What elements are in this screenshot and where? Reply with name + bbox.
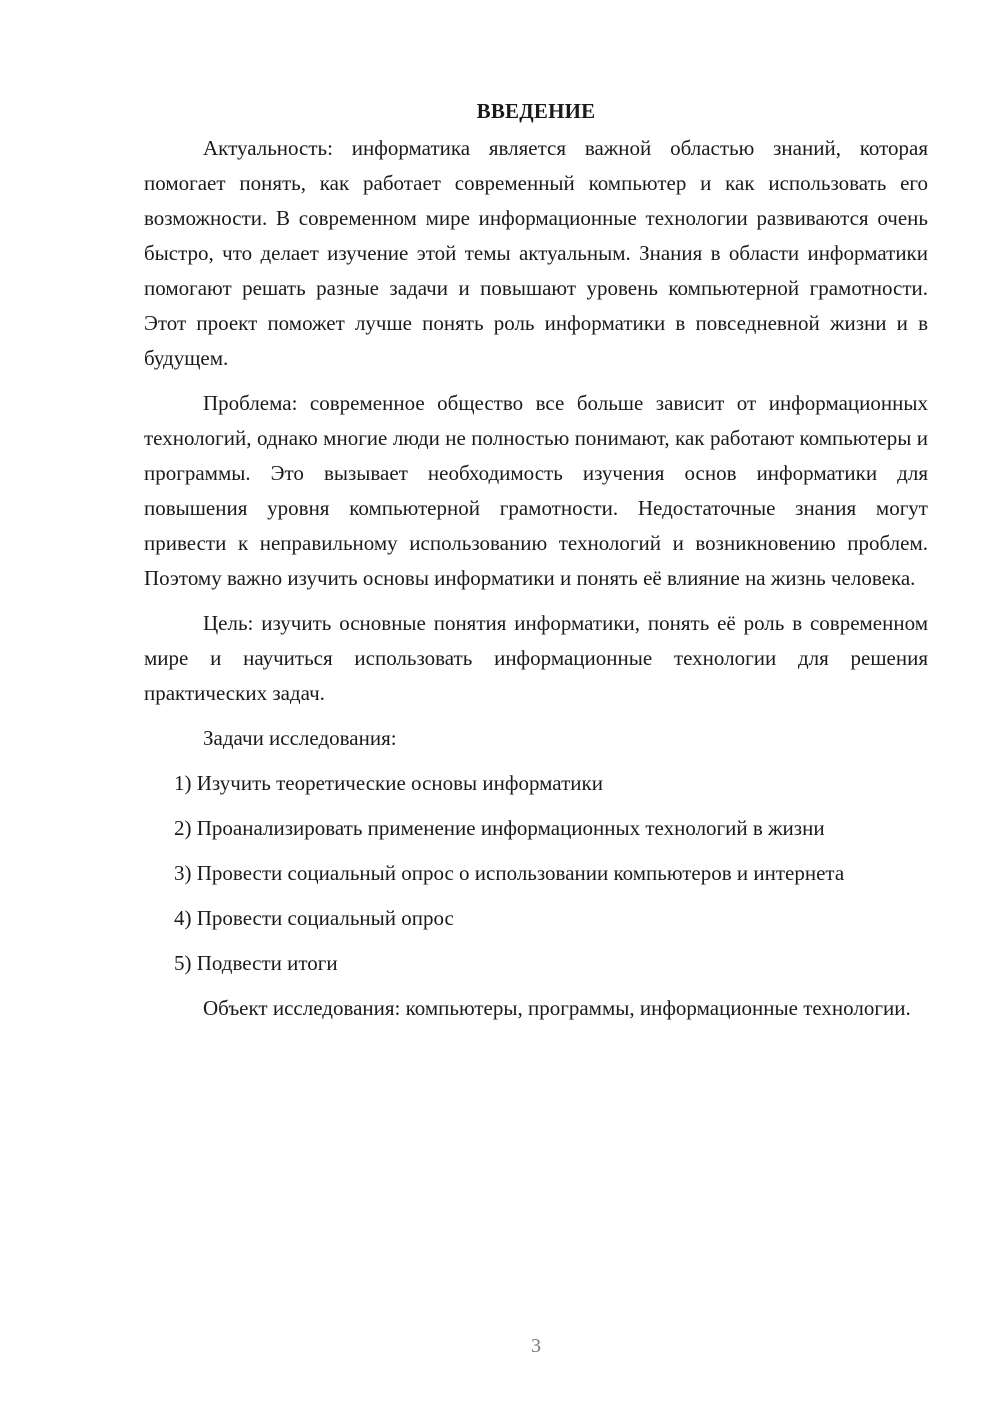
tasks-heading: Задачи исследования: [203,726,397,750]
object-paragraph: Объект исследования: компьютеры, программы, информационные технологии. [203,996,911,1020]
task-item: 1) Изучить теоретические основы информатики [174,771,603,795]
relevance-paragraph: Актуальность: информатика является важной областью знаний, которая помогает понять, как работает современный компьютер и как использовать его возможности. В современном мире информационные технологии развиваются очень быстро, что делает изучение этой темы актуальным. Знания в области информатики помогают решать разные задачи и повышают уровень компьютерной грамотности. Этот проект поможет лучше понять роль информатики в повседневной жизни и в будущем. [144,136,928,370]
task-item: 3) Провести социальный опрос о использовании компьютеров и интернета [174,861,845,885]
problem-paragraph: Проблема: современное общество все больше зависит от информационных технологий, однако многие люди не полностью понимают, как работают компьютеры и программы. Это вызывает необходимость изучения основ информатики для повышения уровня компьютерной грамотности. Недостаточные знания могут привести к неправильному использованию технологий и возникновению проблем. Поэтому важно изучить основы информатики и понять её влияние на жизнь человека. [144,391,928,590]
task-item: 2) Проанализировать применение информационных технологий в жизни [174,816,825,840]
task-item: 5) Подвести итоги [174,951,338,975]
page-number: 3 [531,1335,541,1357]
page-content [144,96,928,1036]
section-title: ВВЕДЕНИЕ [476,99,596,123]
task-item: 4) Провести социальный опрос [174,906,454,930]
goal-paragraph: Цель: изучить основные понятия информатики, понять её роль в современном мире и научиться использовать информационные технологии для решения практических задач. [144,611,928,705]
